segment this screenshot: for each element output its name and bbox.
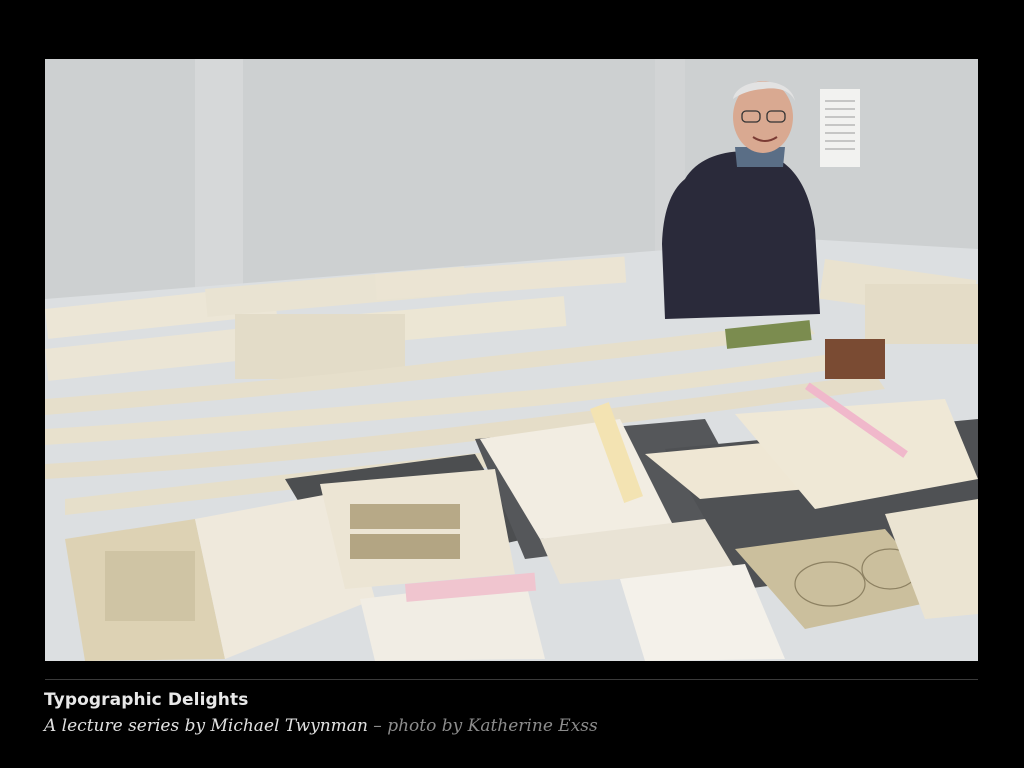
slide-subtitle xyxy=(44,716,598,736)
caption-divider xyxy=(45,679,978,680)
wall-pillar xyxy=(195,59,243,299)
slide-title: Typographic Delights xyxy=(44,690,249,710)
lecture-series-text: A lecture series by Michael Twynman xyxy=(44,716,368,736)
chair xyxy=(825,339,885,379)
photo-credit: – photo by Katherine Exss xyxy=(373,716,598,736)
slide-photo xyxy=(45,59,978,661)
